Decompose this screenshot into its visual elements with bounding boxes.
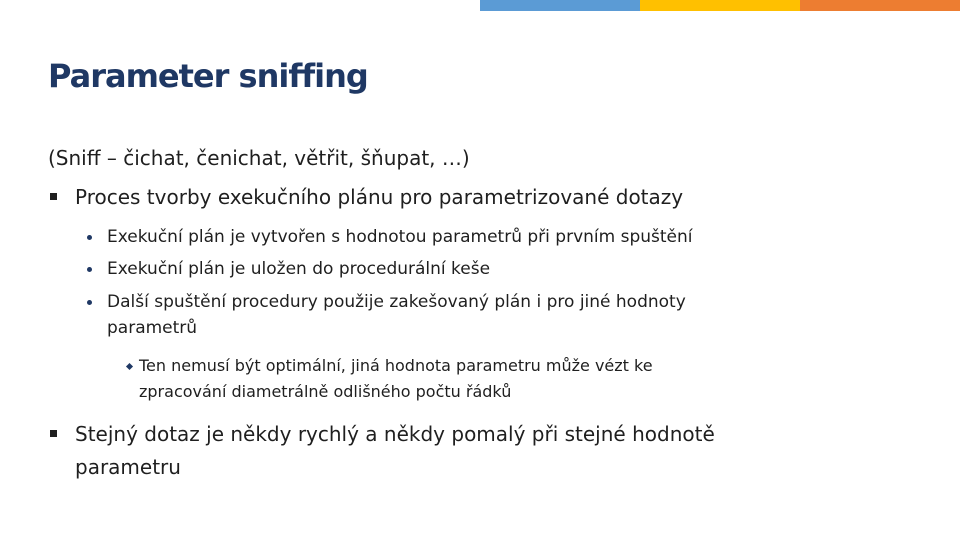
- subpoint-1-3-text-line1: Další spuštění procedury použije zakešovaný plán i pro jiné hodnoty: [107, 292, 686, 312]
- point-2-text-line1: Stejný dotaz je někdy rychlý a někdy pomalý při stejné hodnotě: [75, 422, 715, 446]
- square-bullet-icon: [50, 193, 57, 200]
- accent-bar-blue: [480, 0, 640, 11]
- subsubpoint-text-line2: zpracování diametrálně odlišného počtu řádků: [139, 382, 512, 401]
- subpoint-1-3-text-line2: parametrů: [107, 318, 198, 338]
- point-1-text: Proces tvorby exekučního plánu pro parametrizované dotazy: [75, 185, 684, 209]
- square-bullet-icon: [50, 430, 57, 437]
- intro-text: (Sniff – čichat, čenichat, větřit, šňupat, …): [48, 146, 470, 170]
- subsubpoint-text-line1: Ten nemusí být optimální, jiná hodnota parametru může vézt ke: [139, 356, 653, 375]
- accent-bar-yellow: [640, 0, 800, 11]
- accent-bar-orange: [800, 0, 960, 11]
- dot-bullet-icon: [87, 267, 92, 272]
- slide-title: Parameter sniffing: [48, 57, 368, 95]
- subpoint-1-2-text: Exekuční plán je uložen do procedurální keše: [107, 259, 491, 279]
- subpoint-1-1-text: Exekuční plán je vytvořen s hodnotou parametrů při prvním spuštění: [107, 227, 693, 247]
- dot-bullet-icon: [87, 300, 92, 305]
- diamond-bullet-icon: [126, 363, 133, 370]
- dot-bullet-icon: [87, 235, 92, 240]
- point-2-text-line2: parametru: [75, 455, 181, 479]
